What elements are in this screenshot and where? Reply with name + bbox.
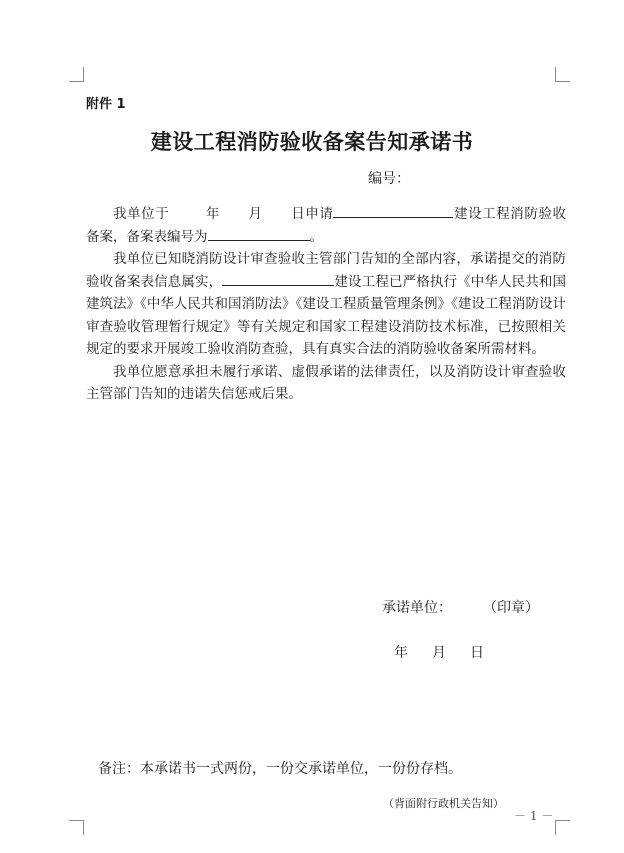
para1-end: 。 [309,228,323,245]
para1-year: 年 [205,206,220,222]
paragraph-3: 我单位愿意承担未履行承诺、虚假承诺的法律责任，以及消防设计审查验收主管部门告知的违诺失信惩戒后果。 [86,363,566,402]
paragraph-2 [86,248,566,361]
para2-text-a: 我单位已知晓消防设计审查验收主管部门告知的全部内容，承诺提交的消防验收备案表信息属实， [86,251,566,290]
crop-mark-bottom-left [69,820,84,835]
signature-date [394,642,484,662]
date-day: 日 [470,645,484,661]
project-name-blank-2[interactable] [222,271,334,286]
page-number: － 1 － [514,809,554,823]
crop-mark-bottom-right [555,820,570,835]
serial-number-label: 编号： [368,171,410,187]
document-body [86,203,566,406]
crop-mark-top-right [555,67,570,82]
para1-day-apply: 日申请 [290,206,334,222]
remark-note: 备注：本承诺书一式两份，一份交承诺单位，一份份存档。 [98,761,462,777]
attachment-label: 附件 1 [86,97,126,112]
para2-text-b: 建设工程已严格执行《中华人民共和国建筑法》《中华人民共和国消防法》《建设工程质量管理条例》《建设工程消防设计审查验收管理暂行规定》等有关规定和国家工程建设消防技术标准，已按照相关规定的要求开展竣工验收消防查验，具有真实合法的消防验收备案所需材料。 [86,273,567,357]
crop-mark-top-left [69,67,84,82]
date-month: 月 [432,645,446,661]
signature-label: 承诺单位： [382,600,452,616]
para1-text-a: 我单位于 [113,206,170,222]
para1-month: 月 [247,206,263,222]
project-name-blank[interactable] [333,203,453,218]
back-note: （背面附行政机关告知） [383,797,504,810]
signature-line [382,597,539,617]
paragraph-1 [86,203,566,248]
page-title: 建设工程消防验收备案告知承诺书 [150,130,474,154]
record-number-blank[interactable] [208,226,310,241]
para1-text-b: 建设工程消防验收备案，备案表编号为 [86,206,567,245]
date-year: 年 [394,645,408,661]
seal-label: （印章） [490,600,539,616]
